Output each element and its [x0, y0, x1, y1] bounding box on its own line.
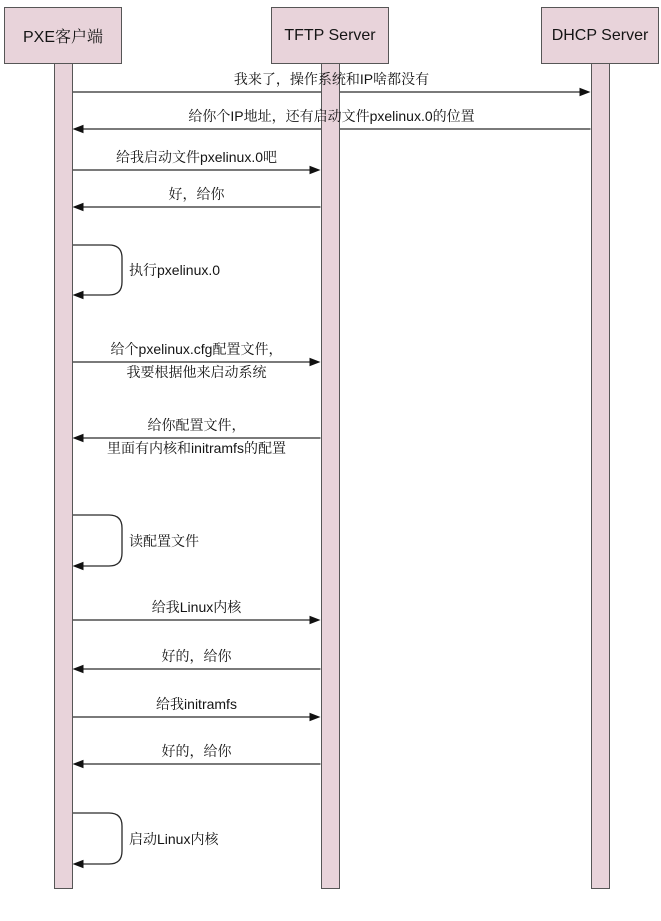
arrowhead-icon — [73, 860, 84, 868]
message-label: 启动Linux内核 — [129, 830, 219, 847]
message-label: 给我Linux内核 — [151, 599, 242, 615]
message-label: 里面有内核和initramfs的配置 — [107, 440, 286, 456]
message-label: 好的，给你 — [161, 743, 232, 759]
arrowhead-icon — [73, 125, 84, 133]
arrowhead-icon — [310, 166, 321, 174]
arrowhead-icon — [310, 358, 321, 366]
lifeline-pxe — [54, 63, 73, 889]
arrowhead-icon — [73, 760, 84, 768]
participant-label: DHCP Server — [551, 26, 649, 44]
participant-box-tftp — [271, 7, 389, 64]
arrowhead-icon — [73, 291, 84, 299]
participant-box-pxe — [4, 7, 122, 64]
message-label: 我要根据他来启动系统 — [126, 364, 267, 380]
participant-label: TFTP Server — [284, 26, 376, 44]
message-label: 好的，给你 — [161, 648, 232, 664]
arrowhead-icon — [310, 713, 321, 721]
message-line — [73, 813, 123, 864]
arrowhead-icon — [73, 562, 84, 570]
arrowhead-icon — [580, 88, 591, 96]
message-label: 执行pxelinux.0 — [129, 262, 221, 278]
message-label: 给个pxelinux.cfg配置文件， — [110, 341, 283, 357]
participant-box-dhcp — [541, 7, 659, 64]
message-label: 好，给你 — [168, 186, 225, 202]
message-label: 给我initramfs — [156, 696, 237, 712]
lifeline-dhcp — [591, 63, 610, 889]
message-line — [73, 245, 123, 295]
participant-label: PXE客户端 — [22, 29, 104, 46]
lifeline-tftp — [321, 63, 340, 889]
message-label: 给你个IP地址，还有启动文件pxelinux.0的位置 — [188, 108, 475, 124]
message-line — [73, 515, 123, 566]
arrowhead-icon — [73, 665, 84, 673]
message-label: 读配置文件 — [129, 532, 199, 549]
message-label: 给你配置文件， — [147, 417, 246, 433]
arrowhead-icon — [310, 616, 321, 624]
arrowhead-icon — [73, 434, 84, 442]
message-label: 我来了，操作系统和IP啥都没有 — [233, 71, 430, 87]
message-label: 给我启动文件pxelinux.0吧 — [115, 149, 278, 165]
arrowhead-icon — [73, 203, 84, 211]
